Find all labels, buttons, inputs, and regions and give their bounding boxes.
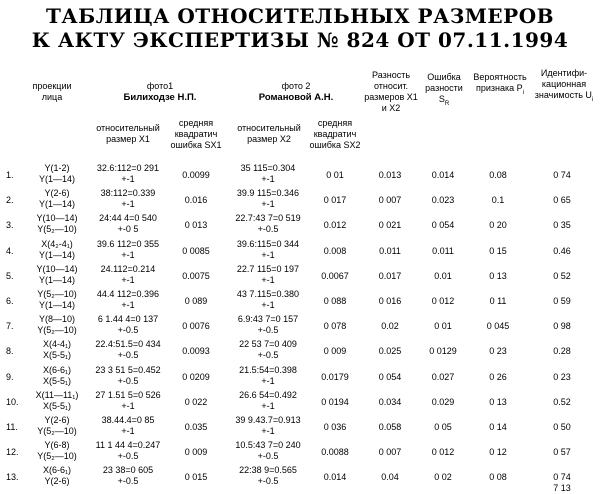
- header-photo1-name: Билиходзе Н.П.: [123, 92, 197, 103]
- cell-rel-size-x1: 11 1 44 4=0.247 +-0.5: [95, 440, 161, 462]
- cell-rel-size-x2: 22 53 7=0 409 +-0.5: [239, 339, 297, 361]
- header-ident: [532, 68, 596, 106]
- header-projection: проекции лица: [32, 81, 72, 102]
- cell-err-diff: 0 054: [431, 220, 455, 231]
- cell-prob: 0 26: [489, 371, 507, 382]
- header-photo2: [236, 81, 356, 103]
- cell-sq-err-sx2: 0.008: [323, 245, 347, 256]
- cell-sq-err-sx2: 0 036: [323, 422, 347, 432]
- cell-sq-err-sx2: 0.0088: [321, 447, 349, 458]
- cell-rel-size-x2: 22:38 9=0.565 +-0.5: [239, 465, 297, 487]
- header-photo2-title: фото 2: [281, 81, 311, 91]
- row-number: 11.: [6, 422, 18, 432]
- cell-sq-err-sx2: 0 01: [326, 170, 344, 180]
- cell-prob: 0 14: [489, 422, 507, 432]
- header-diff: Разность относит. размеров X1 и X2: [364, 70, 418, 113]
- cell-ident: 0.46: [553, 245, 571, 256]
- cell-err-diff: 0.011: [432, 245, 454, 256]
- cell-ident: 0 74: [553, 170, 571, 180]
- cell-sq-err-sx2: 0 017: [323, 195, 347, 206]
- document-title-line2: К АКТУ ЭКСПЕРТИЗЫ № 824 ОТ 07.11.1994: [31, 28, 569, 52]
- row-number: 5.: [6, 270, 14, 281]
- cell-ident: 0.52: [553, 396, 571, 407]
- cell-rel-size-x1: 24.112=0.214 +-1: [100, 263, 156, 285]
- row-number: 7.: [6, 321, 14, 332]
- cell-rel-size-x2: 39.9 115=0.346 +-1: [236, 188, 300, 210]
- cell-sq-err-sx2: 0 0194: [321, 396, 349, 407]
- cell-prob: 0 12: [489, 447, 507, 458]
- cell-rel-size-x2: 22.7 115=0 197 +-1: [236, 263, 300, 285]
- cell-sq-err-sx2: 0.0179: [321, 371, 349, 382]
- cell-err-diff: 0 0129: [429, 346, 457, 357]
- cell-sq-err-sx1: 0 015: [184, 472, 208, 483]
- cell-prob: 0.08: [489, 170, 507, 180]
- header-err-diff-sub: R: [444, 100, 450, 107]
- row-number: 4.: [6, 245, 14, 256]
- cell-sq-err-sx1: 0 013: [184, 220, 208, 231]
- cell-prob: 0 045: [486, 321, 510, 332]
- cell-diff: 0.02: [381, 321, 399, 332]
- cell-diff: 0 021: [378, 220, 402, 231]
- cell-ident: 0.28: [553, 346, 571, 357]
- cell-sq-err-sx1: 0 009: [184, 447, 208, 458]
- cell-projection: Y(2-6) Y(1—14): [38, 188, 75, 210]
- header-photo1: [100, 81, 220, 103]
- cell-projection: Y(5₂—10) Y(1—14): [37, 289, 77, 310]
- row-number: 10.: [6, 396, 19, 407]
- table-row: [0, 415, 600, 443]
- row-number: 12.: [6, 447, 19, 458]
- cell-ident: 0 98: [553, 321, 571, 332]
- header-err-diff: [420, 72, 468, 110]
- row-number: 6.: [6, 296, 14, 306]
- cell-ident: 0 35: [553, 220, 571, 231]
- header-prob-label: Вероятность признака P: [473, 72, 527, 93]
- cell-sq-err-sx1: 0.016: [184, 195, 208, 206]
- header-prob: [470, 72, 530, 99]
- cell-sq-err-sx1: 0.035: [184, 422, 208, 432]
- table-row: [0, 163, 600, 191]
- cell-ident: 0 52: [553, 270, 571, 281]
- cell-prob: 0 08: [489, 472, 507, 483]
- table-row: [0, 465, 600, 493]
- header-rel-size-x2: относительный размер X2: [237, 123, 301, 144]
- cell-diff: 0 007: [378, 447, 402, 458]
- header-ident-label: Идентифи-кационная значимость U: [534, 68, 592, 100]
- cell-rel-size-x1: 27 1.51 5=0 526 +-1: [95, 389, 161, 411]
- row-number: 3.: [6, 220, 14, 231]
- cell-rel-size-x1: 6 1.44 4=0 137 +-0.5: [97, 314, 159, 336]
- table-row: [0, 314, 600, 342]
- cell-sq-err-sx1: 0.0075: [182, 270, 210, 281]
- header-photo1-title: фото1: [146, 81, 174, 91]
- cell-projection: X(11—11₁) X(5-5₁): [35, 389, 79, 411]
- cell-diff: 0.011: [379, 245, 401, 256]
- table-row: [0, 440, 600, 468]
- cell-ident: 0 65: [553, 195, 571, 206]
- cell-sq-err-sx1: 0 089: [184, 296, 208, 306]
- row-number: 13.: [6, 472, 19, 483]
- cell-projection: Y(1-2) Y(1—14): [38, 163, 75, 184]
- cell-ident: 0 50: [553, 422, 571, 432]
- cell-prob: 0 11: [489, 296, 507, 306]
- cell-sq-err-sx1: 0 022: [184, 396, 208, 407]
- cell-projection: Y(6-8) Y(5₂—10): [37, 440, 77, 462]
- cell-rel-size-x2: 39.6:115=0 344 +-1: [236, 238, 300, 260]
- table-row: [0, 239, 600, 267]
- cell-rel-size-x1: 44.4 112=0.396 +-1: [96, 289, 160, 310]
- cell-rel-size-x2: 22.7:43 7=0 519 +-0.5: [235, 213, 301, 235]
- table-row: [0, 339, 600, 367]
- cell-sq-err-sx2: 0.014: [323, 472, 347, 483]
- table-row: [0, 289, 600, 317]
- header-rel-size-x1: относительный размер X1: [96, 123, 160, 144]
- table-row: [0, 365, 600, 393]
- cell-projection: X(4-4₁) X(5-5₁): [42, 339, 72, 361]
- cell-sq-err-sx1: 0 0209: [182, 371, 210, 382]
- cell-rel-size-x2: 10.5:43 7=0 240 +-0.5: [235, 440, 301, 462]
- cell-ident: 0 74 7 13: [553, 472, 571, 494]
- cell-err-diff: 0 012: [431, 296, 455, 306]
- table-row: [0, 213, 600, 241]
- cell-projection: X(4₂-4₁) Y(1—14): [38, 238, 75, 260]
- row-number: 9.: [6, 371, 14, 382]
- cell-projection: X(6-6₁) Y(2-6): [42, 465, 72, 487]
- cell-diff: 0.025: [378, 346, 402, 357]
- cell-sq-err-sx1: 0.0093: [182, 346, 210, 357]
- cell-rel-size-x1: 23 3 51 5=0.452 +-0.5: [95, 364, 161, 386]
- cell-sq-err-sx1: 0 0085: [182, 245, 210, 256]
- cell-sq-err-sx2: 0.0067: [321, 270, 349, 281]
- cell-diff: 0.017: [378, 270, 402, 281]
- cell-projection: Y(10—14) Y(5₂—10): [36, 213, 78, 235]
- table-row: [0, 390, 600, 418]
- table-row: [0, 264, 600, 292]
- cell-sq-err-sx2: 0 078: [323, 321, 347, 332]
- cell-rel-size-x2: 35 115=0.304 +-1: [240, 163, 296, 184]
- cell-projection: Y(2-6) Y(5₂—10): [37, 415, 77, 436]
- cell-diff: 0.034: [378, 396, 402, 407]
- cell-diff: 0 054: [378, 371, 402, 382]
- cell-prob: 0 23: [489, 346, 507, 357]
- cell-diff: 0.058: [378, 422, 402, 432]
- cell-prob: 0 13: [489, 270, 507, 281]
- cell-prob: 0.1: [491, 195, 505, 206]
- cell-rel-size-x2: 43 7.115=0.380 +-1: [236, 289, 300, 310]
- cell-rel-size-x1: 32.6:112=0 291 +-1: [96, 163, 160, 184]
- cell-rel-size-x2: 39 9.43.7=0.913 +-1: [235, 415, 301, 436]
- row-number: 2.: [6, 195, 14, 206]
- cell-err-diff: 0.027: [431, 371, 455, 382]
- cell-err-diff: 0 012: [431, 447, 455, 458]
- cell-projection: Y(8—10) Y(5₂—10): [37, 314, 77, 336]
- header-ident-sub: i: [591, 96, 594, 103]
- table-row: [0, 188, 600, 216]
- header-prob-sub: i: [522, 89, 524, 96]
- cell-err-diff: 0.023: [431, 195, 455, 206]
- cell-prob: 0 20: [489, 220, 507, 231]
- cell-err-diff: 0.029: [431, 396, 455, 407]
- cell-rel-size-x1: 38.44.4=0 85 +-1: [101, 415, 155, 436]
- cell-rel-size-x1: 23 38=0 605 +-0.5: [102, 465, 154, 487]
- cell-sq-err-sx2: 0 009: [323, 346, 347, 357]
- cell-rel-size-x2: 26.6 54=0.492 +-1: [239, 389, 297, 411]
- cell-prob: 0 15: [489, 245, 507, 256]
- cell-diff: 0.04: [381, 472, 399, 483]
- cell-sq-err-sx1: 0.0099: [182, 170, 210, 180]
- cell-err-diff: 0 05: [434, 422, 452, 432]
- cell-err-diff: 0.01: [434, 270, 452, 281]
- cell-rel-size-x1: 24:44 4=0 540 +-0 5: [99, 213, 157, 235]
- cell-ident: 0 59: [553, 296, 571, 306]
- cell-diff: 0 016: [378, 296, 402, 306]
- document-title-line1: ТАБЛИЦА ОТНОСИТЕЛЬНЫХ РАЗМЕРОВ: [45, 4, 555, 28]
- cell-rel-size-x1: 38:112=0.339 +-1: [100, 188, 156, 210]
- cell-sq-err-sx2: 0.012: [323, 220, 347, 231]
- cell-err-diff: 0 01: [434, 321, 452, 332]
- cell-err-diff: 0 02: [434, 472, 452, 483]
- cell-diff: 0 007: [378, 195, 402, 206]
- cell-rel-size-x1: 22.4:51.5=0 434 +-0.5: [95, 339, 161, 361]
- cell-prob: 0 13: [489, 396, 507, 407]
- header-sq-err-sx1: средняя квадратич ошибка SX1: [170, 118, 222, 150]
- cell-sq-err-sx2: 0 088: [323, 296, 347, 306]
- cell-projection: X(6-6₁) X(5-5₁): [42, 364, 72, 386]
- cell-diff: 0.013: [378, 170, 402, 180]
- cell-projection: Y(10—14) Y(1—14): [36, 263, 78, 285]
- cell-ident: 0 23: [553, 371, 571, 382]
- cell-sq-err-sx1: 0 0076: [182, 321, 210, 332]
- header-sq-err-sx2: средняя квадратич ошибка SX2: [309, 118, 361, 150]
- cell-rel-size-x2: 6.9:43 7=0 157 +-0.5: [237, 314, 299, 336]
- row-number: 8.: [6, 346, 14, 357]
- cell-rel-size-x2: 21.5:54=0.398 +-1: [239, 364, 297, 386]
- cell-rel-size-x1: 39.6 112=0 355 +-1: [96, 238, 160, 260]
- cell-err-diff: 0.014: [431, 170, 455, 180]
- header-photo2-name: Романовой А.Н.: [258, 92, 334, 103]
- row-number: 1.: [6, 170, 14, 180]
- cell-ident: 0 57: [553, 447, 571, 458]
- header-err-diff-label: Ошибка разности S: [425, 72, 463, 104]
